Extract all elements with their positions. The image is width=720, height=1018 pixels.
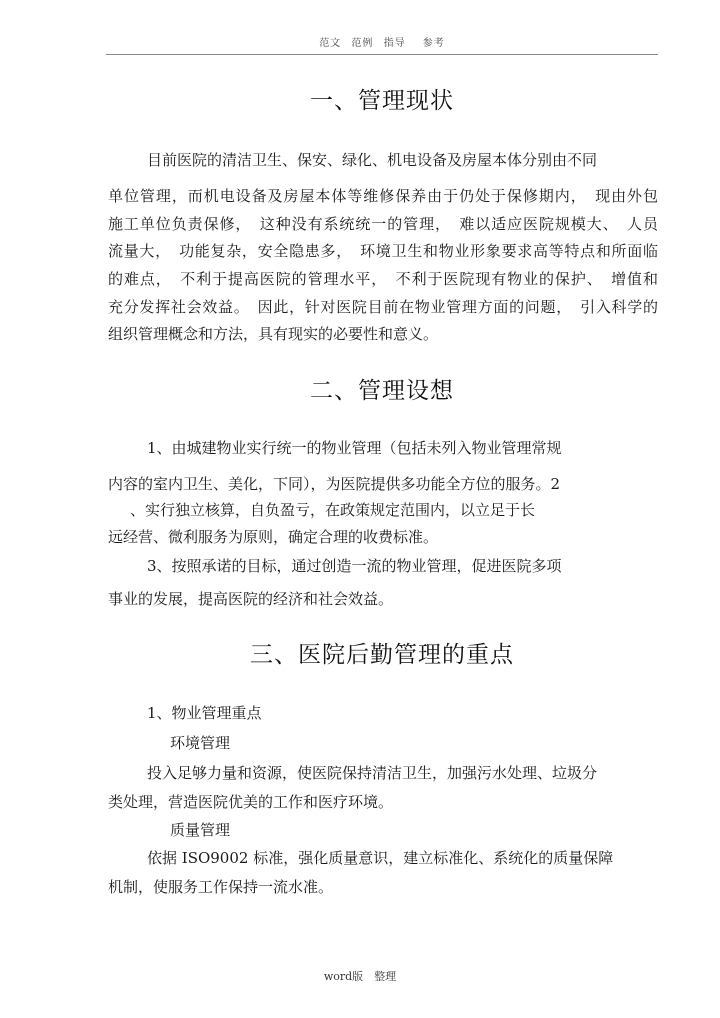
paragraph-line: 组织管理概念和方法，具有现实的必要性和意义。 [108,325,439,343]
paragraph-line: 内容的室内卫生、美化，下同），为医院提供多功能全方位的服务。2 [108,475,561,493]
paragraph-line: 质量管理 [170,821,231,839]
header-item: 参考 [422,38,445,49]
paragraph-line: 的难点， 不利于提高医院的管理水平， 不利于医院现有物业的保护、 增值和 [108,270,658,288]
header-item: 指导 [383,38,406,49]
page-footer: word版 整理 [323,970,397,983]
paragraph-line: 环境管理 [170,734,231,752]
header-item: 范文 [319,38,342,49]
paragraph-line: 充分发挥社会效益。 因此，针对医院目前在物业管理方面的问题， 引入科学的 [108,298,658,316]
header-item: 范例 [351,38,374,49]
paragraph-line: 1、由城建物业实行统一的物业管理（包括未列入物业管理常规 [147,439,562,457]
section-2-heading: 二、管理设想 [310,378,454,404]
section-1-heading: 一、管理现状 [310,88,454,114]
paragraph-line: 单位管理，而机电设备及房屋本体等维修保养由于仍处于保修期内， 现由外包 [108,187,658,205]
paragraph-line: 施工单位负责保修， 这种没有系统统一的管理， 难以适应医院规模大、 人员 [108,215,658,233]
paragraph-line: 依据 ISO9002 标准，强化质量意识，建立标准化、系统化的质量保障 [147,849,614,867]
paragraph-line: 流量大， 功能复杂，安全隐患多， 环境卫生和物业形象要求高等特点和所面临 [108,242,658,260]
paragraph-line: 事业的发展，提高医院的经济和社会效益。 [108,590,394,608]
paragraph-line: 投入足够力量和资源，使医院保持清洁卫生，加强污水处理、垃圾分 [147,764,598,782]
paragraph-line: 、实行独立核算，自负盈亏，在政策规定范围内，以立足于长 [130,501,536,519]
paragraph-line: 目前医院的清洁卫生、保安、绿化、机电设备及房屋本体分别由不同 [147,151,598,169]
paragraph-line: 机制，使服务工作保持一流水准。 [108,878,334,896]
paragraph-line: 3、按照承诺的目标，通过创造一流的物业管理，促进医院多项 [147,557,562,575]
paragraph-line: 类处理，营造医院优美的工作和医疗环境。 [108,793,394,811]
paragraph-line: 1、物业管理重点 [147,704,262,722]
paragraph-line: 远经营、微利服务为原则，确定合理的收费标准。 [108,528,439,546]
page-header [106,36,658,55]
section-3-heading: 三、医院后勤管理的重点 [250,642,514,668]
